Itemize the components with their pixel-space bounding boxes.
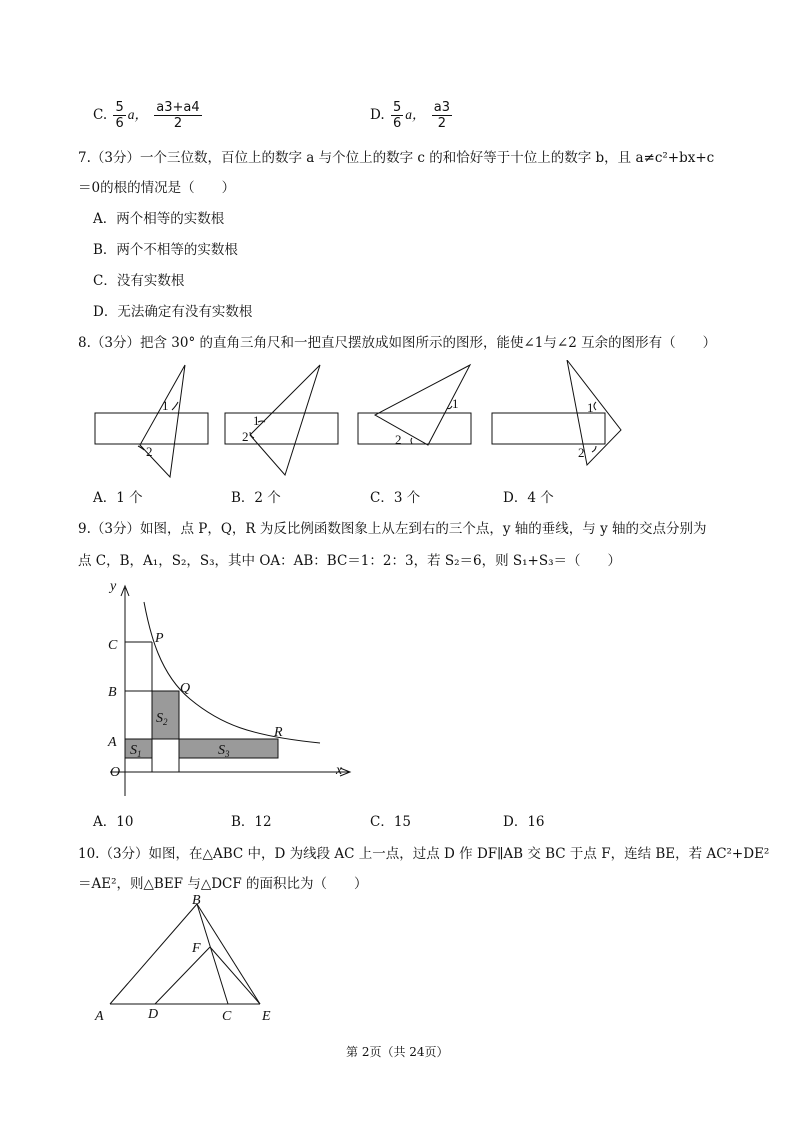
point-q-label: Q [180, 681, 191, 696]
q9-option-a: A．10 [93, 814, 134, 830]
q8-c-angle1: 1 [452, 396, 459, 411]
q8-option-b: B．2 个 [231, 490, 281, 506]
q8-d-angle1: 1 [587, 400, 594, 415]
q10-stem-line2: ＝AE²，则△BEF 与△DCF 的面积比为（ ） [78, 876, 368, 892]
fraction: $\frac{a3+a4}{2}$ [156, 100, 200, 131]
q8-option-a: A．1 个 [93, 490, 143, 506]
q9-option-c: C．15 [370, 814, 412, 830]
q8-stem: 8.（3分）把含 30° 的直角三角尺和一把直尺摆放成如图所示的图形，能使∠1与∠2 互余的图形有（ ） [78, 335, 717, 351]
q8-b-angle1: 1 [253, 413, 260, 428]
q8-b-angle2: 2 [242, 429, 249, 444]
q10-stem-line1: 10.（3分）如图，在△ABC 中，D 为线段 AC 上一点，过点 D 作 DF∥AB 交 BC 于点 F，连结 BE，若 AC²+DE² [78, 846, 770, 862]
q8-d-angle2: 2 [578, 445, 585, 460]
tri-f-label: F [192, 941, 201, 956]
y-label: y [110, 579, 117, 594]
ruler-c [358, 413, 471, 444]
q7-option-b: B．两个不相等的实数根 [93, 242, 238, 258]
q7-option-c: C．没有实数根 [93, 273, 185, 289]
triangle-b [250, 365, 320, 475]
x-label: x [336, 763, 343, 778]
page-footer: 第 2页（共 24页） [346, 1045, 449, 1059]
q8-option-c: C．3 个 [370, 490, 421, 506]
q6-option-d: D. $\frac{5}{6}$ a， $\frac{a3}{2}$ [370, 100, 451, 131]
q9-option-d: D．16 [503, 814, 545, 830]
q7-option-a: A．两个相等的实数根 [93, 211, 225, 227]
q8-a-angle1: 1 [162, 398, 169, 413]
q8-c-angle2: 2 [395, 432, 402, 447]
tri-c-label: C [222, 1009, 232, 1024]
tri-a-label: A [95, 1009, 104, 1024]
q7-stem-line1: 7.（3分）一个三位数，百位上的数字 a 与个位上的数字 c 的和恰好等于十位上的数字 b，且 a≠c²+bx+c [78, 150, 715, 166]
q6-option-c: C. $\frac{5}{6}$ a， $\frac{a3+a4}{2}$ [93, 100, 200, 131]
q9-option-b: B．12 [231, 814, 272, 830]
triangle-a [140, 365, 185, 477]
tri-e-label: E [262, 1009, 271, 1024]
q8-a-angle2: 2 [146, 444, 153, 459]
point-c-label: C [108, 638, 118, 653]
origin-label: O [110, 765, 121, 780]
point-p-label: P [155, 631, 164, 646]
q8-option-d: D．4 个 [503, 490, 554, 506]
point-r-label: R [274, 725, 283, 740]
q9-figure [100, 574, 360, 800]
q10-figure [90, 892, 290, 1028]
q7-option-d: D．无法确定有没有实数根 [93, 304, 253, 320]
q8-figures [90, 360, 740, 480]
s3-label: $S_3$ [218, 743, 230, 759]
q9-stem-line1: 9.（3分）如图，点 P，Q，R 为反比例函数图象上从左到右的三个点，y 轴的垂线，与 y 轴的交点分别为 [78, 521, 707, 537]
s2-label: $S_2$ [156, 711, 168, 727]
q7-stem-line2: ＝0的根的情况是（ ） [78, 180, 236, 196]
fraction: $\frac{5}{6}$ [115, 100, 124, 131]
ruler-d [492, 413, 605, 444]
ruler-a [95, 413, 208, 444]
s1-label: $S_1$ [130, 743, 142, 759]
fraction: $\frac{a3}{2}$ [433, 100, 451, 131]
fraction: $\frac{5}{6}$ [392, 100, 402, 131]
tri-d-label: D [148, 1007, 159, 1022]
tri-b-label: B [192, 893, 201, 908]
q9-stem-line2: 点 C，B，A₁，S₂，S₃，其中 OA：AB：BC＝1：2：3，若 S₂＝6，则 S₁+S₃＝（ ） [78, 553, 622, 569]
point-a-label: A [108, 735, 117, 750]
point-b-label: B [108, 685, 117, 700]
